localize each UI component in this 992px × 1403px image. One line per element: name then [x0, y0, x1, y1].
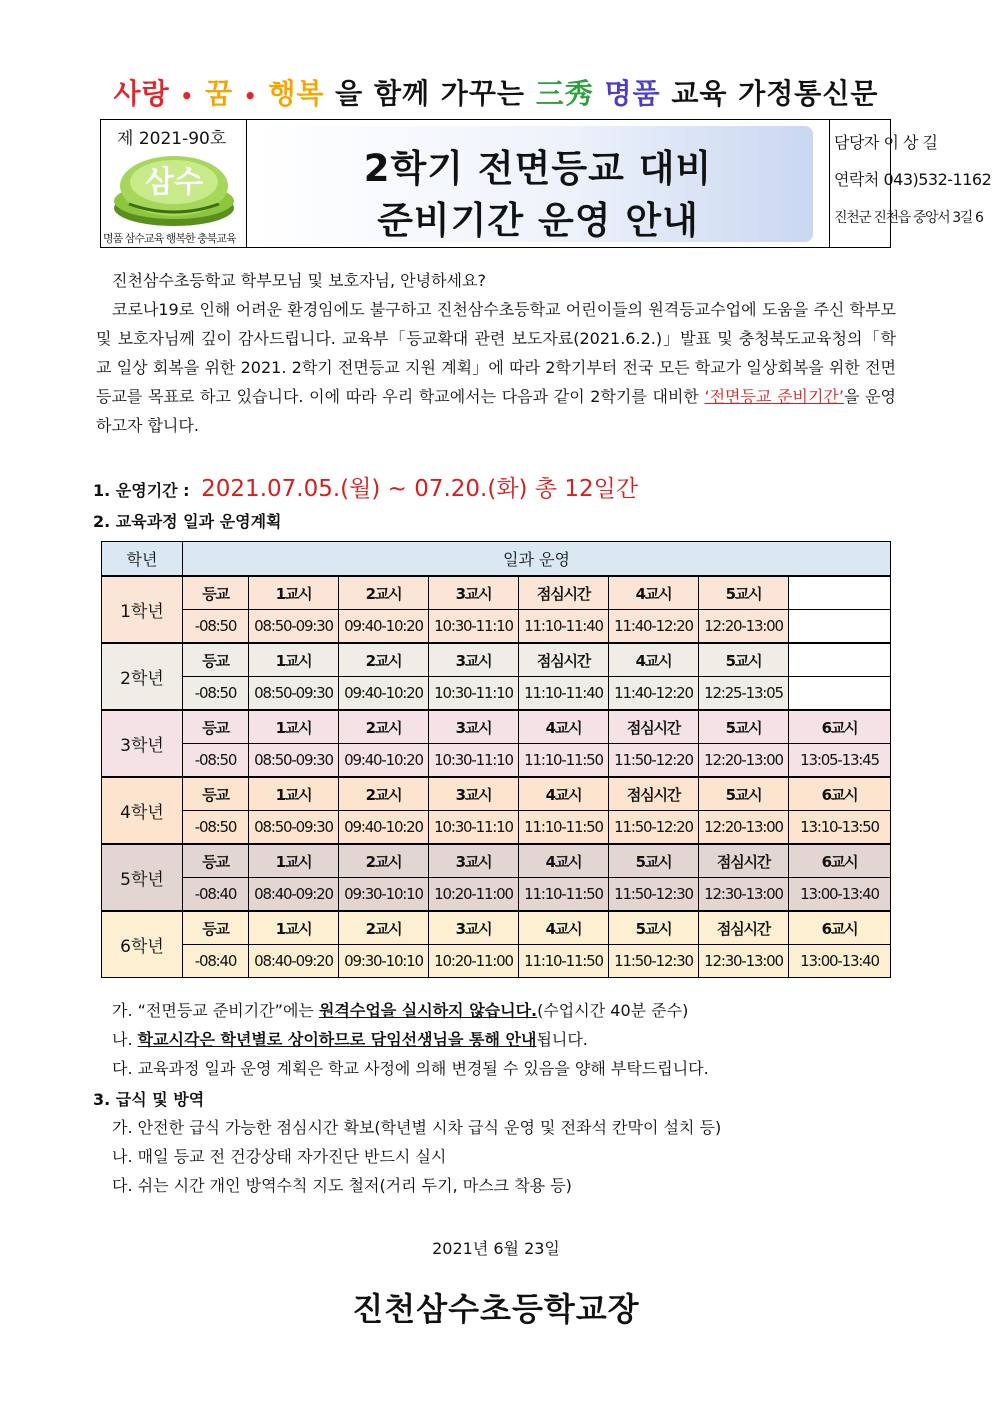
- period-label-cell: 6교시: [789, 777, 891, 811]
- period-time-cell: 11:10-11:50: [519, 744, 609, 778]
- period-time-cell: 11:50-12:30: [609, 878, 699, 912]
- greeting: 진천삼수초등학교 학부모님 및 보호자님, 안녕하세요?: [112, 271, 486, 290]
- period-label-cell: 점심시간: [609, 710, 699, 744]
- period-label-cell: 점심시간: [519, 643, 609, 677]
- page-title-line1: 2학기 전면등교 대비: [363, 147, 713, 190]
- period-label-cell: 점심시간: [519, 576, 609, 610]
- table-row: [102, 878, 891, 912]
- masthead-text: 교육 가정통신문: [671, 77, 879, 110]
- grade-cell: 2학년: [102, 643, 183, 710]
- period-time-cell: 10:30-11:10: [429, 610, 519, 644]
- table-row: [102, 677, 891, 711]
- period-time-cell: 12:30-13:00: [699, 878, 789, 912]
- period-label-cell: 5교시: [699, 576, 789, 610]
- table-row: [102, 811, 891, 845]
- period-label-cell: 등교: [183, 844, 249, 878]
- logo-text: 삼수: [145, 165, 203, 200]
- note-da: 다. 교육과정 일과 운영 계획은 학교 사정에 의해 변경될 수 있음을 양해 부탁드립니다.: [112, 1059, 709, 1078]
- intro-paragraph: [96, 295, 896, 440]
- period-label-cell: 1교시: [249, 777, 339, 811]
- period-label-cell: [789, 576, 891, 610]
- period-time-cell: 09:40-10:20: [339, 744, 429, 778]
- section3-item: 다. 쉬는 시간 개인 방역수칙 지도 철저(거리 두기, 마스크 착용 등): [112, 1176, 572, 1195]
- note-ga: [112, 996, 892, 1025]
- period-label-cell: 5교시: [609, 911, 699, 945]
- period-time-cell: 12:30-13:00: [699, 945, 789, 978]
- masthead-love: 사랑: [113, 77, 170, 110]
- period-label-cell: 1교시: [249, 576, 339, 610]
- period-time-cell: 09:40-10:20: [339, 677, 429, 711]
- contact-phone: 연락처 043)532-1162: [834, 170, 992, 189]
- period-time-cell: 13:05-13:45: [789, 744, 891, 778]
- issue-cell: [101, 120, 247, 247]
- period-time-cell: 08:50-09:30: [249, 677, 339, 711]
- note-text: 됩니다.: [536, 1030, 588, 1049]
- period-label-cell: 5교시: [699, 710, 789, 744]
- table-row: [102, 744, 891, 778]
- period-time-cell: 11:10-11:40: [519, 677, 609, 711]
- logo-caption: 명품 삼수교육 행복한 충북교육: [103, 232, 236, 245]
- section2-label: 2. 교육과정 일과 운영계획: [93, 512, 282, 531]
- newsletter-masthead: [0, 72, 992, 112]
- period-time-cell: 08:40-09:20: [249, 945, 339, 978]
- contact-person: 담당자 이 상 길: [834, 133, 938, 152]
- masthead-dream: 꿈: [204, 77, 234, 110]
- period-label-cell: 4교시: [519, 844, 609, 878]
- section1-period-value: 2021.07.05.(월) ~ 07.20.(화) 총 12일간: [201, 476, 639, 502]
- issue-number: 제 2021-90호: [117, 129, 227, 149]
- period-time-cell: 08:40-09:20: [249, 878, 339, 912]
- period-label-cell: 6교시: [789, 844, 891, 878]
- period-time-cell: 09:30-10:10: [339, 945, 429, 978]
- period-label-cell: 2교시: [339, 710, 429, 744]
- period-time-cell: 13:00-13:40: [789, 945, 891, 978]
- schedule-table: [101, 541, 891, 978]
- period-label-cell: 2교시: [339, 777, 429, 811]
- period-label-cell: 3교시: [429, 911, 519, 945]
- period-label-cell: 4교시: [519, 710, 609, 744]
- period-label-cell: 5교시: [609, 844, 699, 878]
- period-time-cell: 10:20-11:00: [429, 878, 519, 912]
- period-label-cell: 점심시간: [699, 844, 789, 878]
- grade-cell: 1학년: [102, 576, 183, 643]
- table-row: [102, 610, 891, 644]
- note-text: 나.: [112, 1030, 138, 1049]
- table-header-day: 일과 운영: [183, 542, 891, 577]
- section3-label: 3. 급식 및 방역: [93, 1090, 205, 1109]
- masthead-samsu: 三秀: [535, 77, 594, 110]
- period-time-cell: 11:10-11:40: [519, 610, 609, 644]
- table-row: [102, 710, 891, 744]
- table-row: [102, 576, 891, 610]
- intro-text: 코로나19로 인해 어려운 환경임에도 불구하고 진천삼수초등학교 어린이들의 원격등교수업에 도움을 주신 학부모 및 보호자님께 깊이 감사드립니다. 교육부「등교확대 관련 보도자료(2021.6.2.)」발표 및 충청북도교육청의「학교 일상 회복을 위한 2021. 2학기 전면등교 지원 계획」에 따라 2학기부터 전국 모든 학교가 일상회복을 위한 전면등교를 목표로 하고 있습니다. 이에 따라 우리 학교에서는 다음과 같이 2학기를 대비한: [96, 300, 896, 406]
- period-time-cell: 11:50-12:20: [609, 744, 699, 778]
- period-label-cell: 점심시간: [609, 777, 699, 811]
- section3-item: 가. 안전한 급식 가능한 점심시간 확보(학년별 시차 급식 운영 및 전좌석 칸막이 설치 등): [112, 1118, 722, 1137]
- period-label-cell: 6교시: [789, 710, 891, 744]
- period-time-cell: 13:10-13:50: [789, 811, 891, 845]
- masthead-dot: •: [180, 84, 195, 108]
- masthead-text: 을 함께 가꾸는: [335, 77, 525, 110]
- period-time-cell: 08:50-09:30: [249, 610, 339, 644]
- period-label-cell: 5교시: [699, 777, 789, 811]
- period-time-cell: -08:40: [183, 878, 249, 912]
- section3-items: [112, 1113, 721, 1200]
- intro-highlight: ‘전면등교 준비기간’: [704, 387, 844, 406]
- grade-cell: 3학년: [102, 710, 183, 777]
- period-label-cell: 3교시: [429, 710, 519, 744]
- period-label-cell: 3교시: [429, 643, 519, 677]
- period-label-cell: 등교: [183, 643, 249, 677]
- period-label-cell: 2교시: [339, 911, 429, 945]
- period-time-cell: 12:20-13:00: [699, 744, 789, 778]
- note-emphasis: 원격수업을 실시하지 않습니다.: [318, 1001, 538, 1020]
- header-box: [100, 119, 992, 248]
- period-label-cell: 4교시: [519, 777, 609, 811]
- period-time-cell: -08:50: [183, 811, 249, 845]
- period-label-cell: [789, 643, 891, 677]
- period-label-cell: 등교: [183, 777, 249, 811]
- note-na: [112, 1025, 892, 1054]
- period-time-cell: 10:30-11:10: [429, 677, 519, 711]
- period-time-cell: 08:50-09:30: [249, 744, 339, 778]
- period-time-cell: 11:50-12:30: [609, 945, 699, 978]
- period-time-cell: 11:40-12:20: [609, 677, 699, 711]
- period-label-cell: 1교시: [249, 643, 339, 677]
- period-time-cell: 12:20-13:00: [699, 610, 789, 644]
- period-label-cell: 2교시: [339, 576, 429, 610]
- period-time-cell: 10:30-11:10: [429, 744, 519, 778]
- schedule-notes: [112, 996, 892, 1083]
- period-time-cell: 11:10-11:50: [519, 878, 609, 912]
- intro-section: [96, 266, 896, 440]
- period-time-cell: 12:20-13:00: [699, 811, 789, 845]
- period-time-cell: 13:00-13:40: [789, 878, 891, 912]
- period-time-cell: 11:10-11:50: [519, 811, 609, 845]
- issue-date: 2021년 6월 23일: [432, 1239, 560, 1258]
- period-time-cell: -08:50: [183, 677, 249, 711]
- section1-label: 1. 운영기간 :: [93, 481, 190, 500]
- period-time-cell: [789, 610, 891, 644]
- table-row: [102, 945, 891, 978]
- period-label-cell: 1교시: [249, 710, 339, 744]
- period-label-cell: 1교시: [249, 844, 339, 878]
- period-time-cell: 10:20-11:00: [429, 945, 519, 978]
- period-label-cell: 등교: [183, 911, 249, 945]
- period-time-cell: -08:50: [183, 744, 249, 778]
- table-row: [102, 911, 891, 945]
- period-time-cell: 11:50-12:20: [609, 811, 699, 845]
- period-label-cell: 2교시: [339, 844, 429, 878]
- masthead-happy: 행복: [268, 77, 325, 110]
- period-label-cell: 4교시: [609, 576, 699, 610]
- masthead-dot: •: [243, 84, 258, 108]
- period-label-cell: 4교시: [519, 911, 609, 945]
- period-label-cell: 3교시: [429, 777, 519, 811]
- period-time-cell: -08:40: [183, 945, 249, 978]
- page-title-line2: 준비기간 운영 안내: [377, 199, 699, 242]
- grade-cell: 6학년: [102, 911, 183, 978]
- period-label-cell: 점심시간: [699, 911, 789, 945]
- table-row: [102, 643, 891, 677]
- schedule-body: [102, 576, 891, 978]
- period-time-cell: 10:30-11:10: [429, 811, 519, 845]
- table-row: [102, 844, 891, 878]
- note-text: 가. “전면등교 준비기간”에는: [112, 1001, 319, 1020]
- period-time-cell: 12:25-13:05: [699, 677, 789, 711]
- note-emphasis: 학교시각은 학년별로 상이하므로 담임선생님을 통해 안내: [137, 1030, 537, 1049]
- period-label-cell: 2교시: [339, 643, 429, 677]
- grade-cell: 4학년: [102, 777, 183, 844]
- signer: 진천삼수초등학교장: [352, 1290, 640, 1328]
- period-label-cell: 등교: [183, 576, 249, 610]
- period-label-cell: 3교시: [429, 844, 519, 878]
- period-label-cell: 1교시: [249, 911, 339, 945]
- period-label-cell: 3교시: [429, 576, 519, 610]
- contact-address: 진천군 진천읍 중앙서 3길 6: [834, 210, 983, 226]
- intro-text-end: 을 운영하고자 합니다.: [96, 387, 896, 435]
- grade-cell: 5학년: [102, 844, 183, 911]
- period-time-cell: 11:10-11:50: [519, 945, 609, 978]
- section3-item: 나. 매일 등교 전 건강상태 자가진단 반드시 실시: [112, 1147, 447, 1166]
- period-label-cell: 4교시: [609, 643, 699, 677]
- table-row: [102, 777, 891, 811]
- contact-cell: [829, 120, 991, 247]
- period-time-cell: 09:30-10:10: [339, 878, 429, 912]
- period-label-cell: 5교시: [699, 643, 789, 677]
- note-text: (수업시간 40분 준수): [537, 1001, 689, 1020]
- period-time-cell: 09:40-10:20: [339, 610, 429, 644]
- period-time-cell: [789, 677, 891, 711]
- school-logo-icon: [109, 146, 239, 232]
- period-time-cell: 09:40-10:20: [339, 811, 429, 845]
- period-time-cell: -08:50: [183, 610, 249, 644]
- period-label-cell: 등교: [183, 710, 249, 744]
- masthead-myeong: 명품: [604, 77, 661, 110]
- period-label-cell: 6교시: [789, 911, 891, 945]
- title-cell: [247, 120, 829, 247]
- period-time-cell: 11:40-12:20: [609, 610, 699, 644]
- table-header-grade: 학년: [102, 542, 183, 577]
- section1-period: [93, 470, 638, 503]
- period-time-cell: 08:50-09:30: [249, 811, 339, 845]
